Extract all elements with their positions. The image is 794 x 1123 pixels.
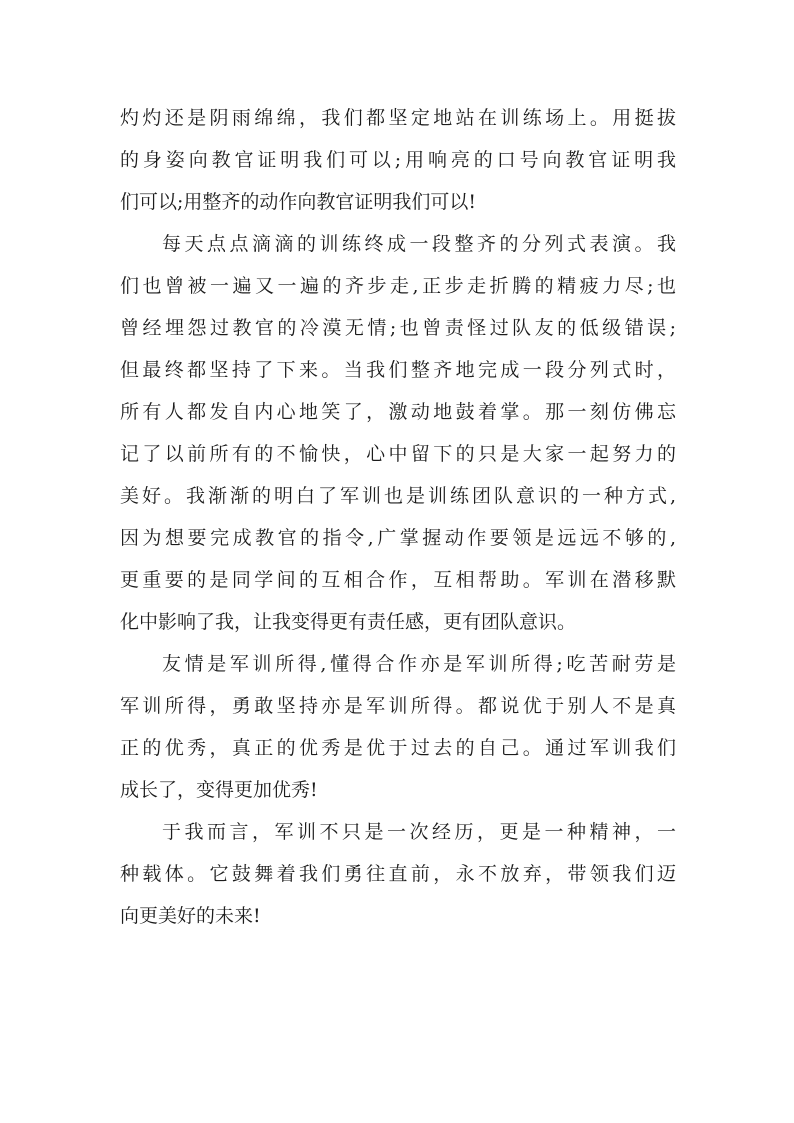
paragraph-line: 们也曾被一遍又一遍的齐步走,正步走折腾的精疲力尽;也 <box>120 275 676 297</box>
paragraph-line: 的身姿向教官证明我们可以;用响亮的口号向教官证明我 <box>120 149 676 171</box>
paragraph-line: 美好。我渐渐的明白了军训也是训练团队意识的一种方式, <box>120 485 676 507</box>
paragraph-line: 友情是军训所得,懂得合作亦是军训所得;吃苦耐劳是 <box>162 653 676 675</box>
paragraph-line: 们可以;用整齐的动作向教官证明我们可以! <box>120 191 477 213</box>
paragraph-line: 正的优秀，真正的优秀是优于过去的自己。通过军训我们 <box>120 737 676 759</box>
paragraph-line: 记了以前所有的不愉快，心中留下的只是大家一起努力的 <box>120 443 676 465</box>
paragraph-line: 更重要的是同学间的互相合作，互相帮助。军训在潜移默 <box>120 569 676 591</box>
paragraph-line: 成长了，变得更加优秀! <box>120 779 318 801</box>
paragraph-line: 但最终都坚持了下来。当我们整齐地完成一段分列式时， <box>120 359 676 381</box>
paragraph-line: 化中影响了我，让我变得更有责任感，更有团队意识。 <box>120 611 577 633</box>
paragraph-line: 灼灼还是阴雨绵绵，我们都坚定地站在训练场上。用挺拔 <box>120 107 676 129</box>
paragraph-line: 于我而言，军训不只是一次经历，更是一种精神，一 <box>162 821 676 843</box>
paragraph-line: 军训所得，勇敢坚持亦是军训所得。都说优于别人不是真 <box>120 695 676 717</box>
paragraph-line: 种载体。它鼓舞着我们勇往直前，永不放弃，带领我们迈 <box>120 863 676 885</box>
paragraph-line: 所有人都发自内心地笑了，激动地鼓着掌。那一刻仿佛忘 <box>120 401 676 423</box>
paragraph-line: 每天点点滴滴的训练终成一段整齐的分列式表演。我 <box>162 233 676 255</box>
paragraph-line: 向更美好的未来! <box>120 905 261 927</box>
paragraph-line: 因为想要完成教官的指令,广掌握动作要领是远远不够的, <box>120 527 676 549</box>
paragraph-line: 曾经埋怨过教官的冷漠无情;也曾责怪过队友的低级错误; <box>120 317 676 339</box>
